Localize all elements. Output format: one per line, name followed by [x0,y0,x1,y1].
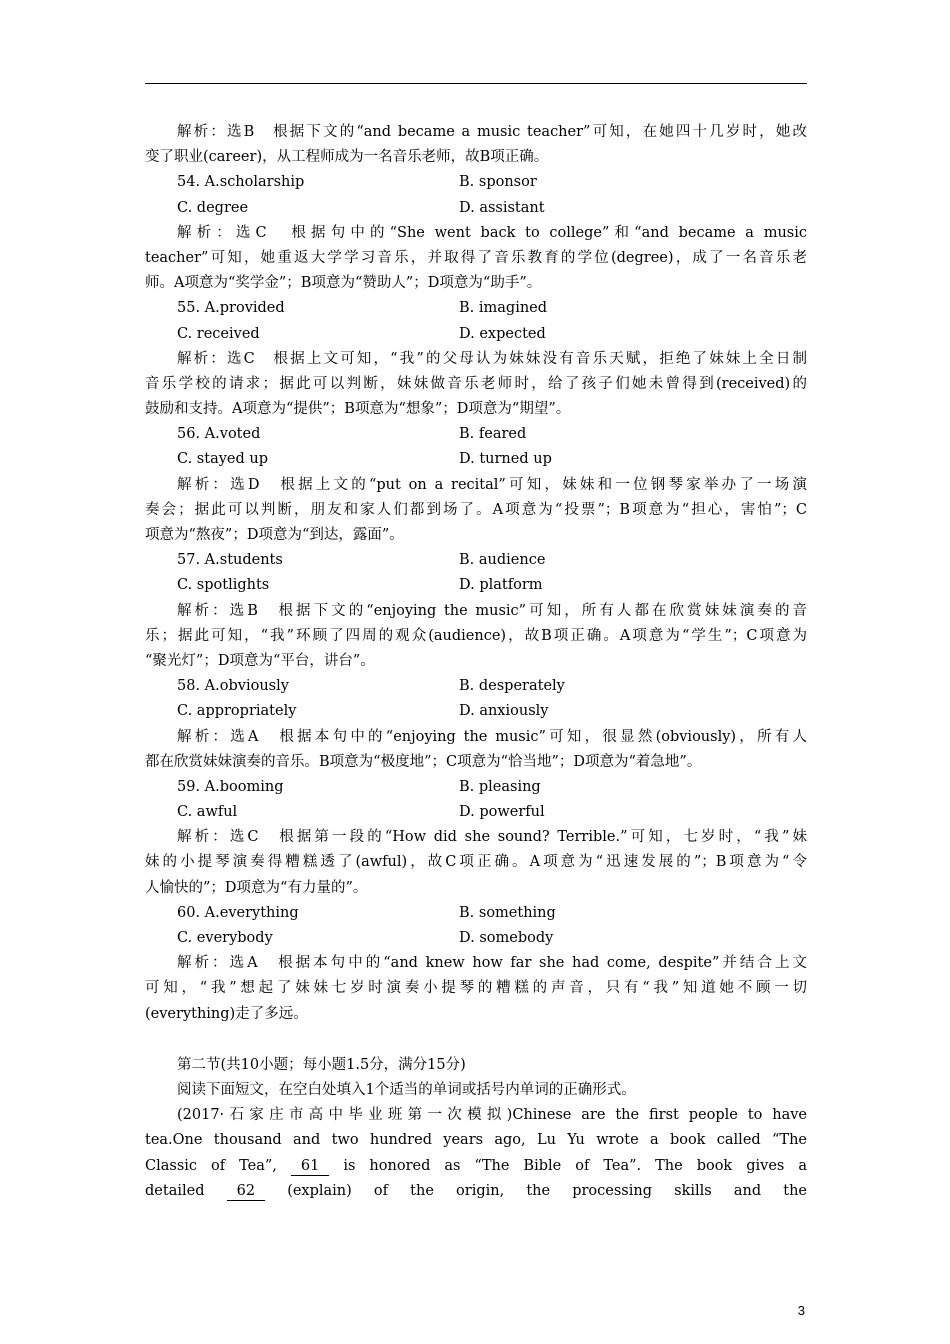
page-number: 3 [797,1303,805,1318]
passage-line [145,1179,807,1204]
option-item: B. feared [459,426,527,443]
options-row [145,901,807,926]
option-item: C. appropriately [177,703,297,720]
options-row [145,674,807,699]
option-item: 60. A.everything [177,904,299,921]
blank-62: 62 [227,1182,265,1201]
explanation-line: 可知，“我”想起了妹妹七岁时演奏小提琴的糟糕的声音，只有“我”知道她不顾一切 [145,980,807,997]
explanation-line-first: 解析：选C 根据第一段的“How did she sound? Terrible.”可知，七岁时，“我”妹 [177,829,807,846]
option-item: C. degree [177,199,249,216]
passage-line [145,1154,807,1179]
explanation-line: 鼓励和支持。A项意为“提供”；B项意为“想象”；D项意为“期望”。 [145,401,571,418]
option-item: C. received [177,325,260,342]
explanation-line-first: 解析：选C 根据上文可知，“我”的父母认为妹妹没有音乐天赋，拒绝了妹妹上全日制 [177,350,807,367]
option-item: D. assistant [459,199,545,216]
option-item: D. powerful [459,804,545,821]
options-row [145,573,807,598]
explanation-line: 音乐学校的请求；据此可以判断，妹妹做音乐老师时，给了孩子们她未曾得到(received)的 [145,375,807,392]
passage-text: is honored as “The Bible of Tea”. The book gives a [329,1157,807,1174]
passage-text: Classic of Tea”, [145,1157,291,1174]
option-item: 58. A.obviously [177,678,289,695]
option-item: C. everybody [177,930,273,946]
explanation-line: (everything)走了多远。 [145,1005,308,1022]
explanation-line: teacher”可知，她重返大学学习音乐，并取得了音乐教育的学位(degree)，成了一名音乐老 [145,249,807,266]
explanation-line-first: 解析：选B 根据下文的“enjoying the music”可知，所有人都在欣赏妹妹演奏的音 [177,602,807,619]
options-row [145,196,807,221]
option-item: B. desperately [459,678,565,695]
option-item: D. somebody [459,930,554,946]
section-heading: 第二节(共10小题；每小题1.5分，满分15分) [177,1056,466,1073]
options-row [145,422,807,447]
option-item: B. sponsor [459,174,537,191]
passage-text: (explain) of the origin, the processing skills and the [265,1182,807,1199]
options-row [145,775,807,800]
explanation-line: 项意为“熬夜”；D项意为“到达，露面”。 [145,527,404,543]
explanation-line: 人愉快的”；D项意为“有力量的”。 [145,879,368,896]
option-item: B. imagined [459,300,548,317]
options-row [145,548,807,573]
option-item: D. expected [459,325,546,342]
section-one-answers [145,120,807,1027]
option-item: 57. A.students [177,552,283,569]
option-item: 56. A.voted [177,426,261,443]
passage-line: tea.One thousand and two hundred years ago, Lu Yu wrote a book called “The [145,1132,807,1149]
option-item: D. anxiously [459,703,549,720]
explanation-line-first: 解析：选C 根据句中的“She went back to college”和“and became a music [177,224,807,241]
explanation-line: 师。A项意为“奖学金”；B项意为“赞助人”；D项意为“助手”。 [145,275,542,292]
option-item: B. something [459,904,556,921]
explanation-line-first: 解析：选A 根据本句中的“enjoying the music”可知，很显然(obviously)，所有人 [177,728,807,745]
option-item: B. audience [459,552,546,569]
section-two [145,1053,807,1204]
options-row [145,296,807,321]
option-item: 54. A.scholarship [177,174,305,191]
option-item: C. spotlights [177,577,270,594]
explanation-line: 妹的小提琴演奏得糟糕透了(awful)，故C项正确。A项意为“迅速发展的”；B项意为“令 [145,854,807,871]
option-item: B. pleasing [459,778,541,795]
options-row [145,800,807,825]
option-item: 55. A.provided [177,300,285,317]
explanation-line-first: 解析：选B 根据下文的“and became a music teacher”可知，在她四十几岁时，她改 [177,124,807,140]
explanation-line: 都在欣赏妹妹演奏的音乐。B项意为“极度地”；C项意为“恰当地”；D项意为“着急地”。 [145,753,702,770]
option-item: D. platform [459,577,543,594]
passage-line: (2017·石家庄市高中毕业班第一次模拟)Chinese are the first people to have [177,1107,807,1124]
options-row [145,170,807,195]
option-item: C. awful [177,804,238,821]
section-instruction: 阅读下面短文，在空白处填入1个适当的单词或括号内单词的正确形式。 [177,1081,636,1098]
explanation-line-first: 解析：选D 根据上文的“put on a recital”可知，妹妹和一位钢琴家举办了一场演 [177,476,807,493]
passage-text: detailed [145,1182,227,1199]
header-rule [145,83,807,84]
explanation-line: “聚光灯”；D项意为“平台，讲台”。 [145,652,375,669]
blank-61: 61 [291,1157,329,1176]
section-gap [145,1027,807,1053]
options-row [145,447,807,472]
options-row [145,322,807,347]
options-row [145,926,807,951]
explanation-line: 奏会；据此可以判断，朋友和家人们都到场了。A项意为“投票”；B项意为“担心，害怕”；C [145,501,807,518]
explanation-line-first: 解析：选A 根据本句中的“and knew how far she had come, despite”并结合上文 [177,955,807,972]
options-row [145,699,807,724]
explanation-line: 变了职业(career)，从工程师成为一名音乐老师，故B项正确。 [145,149,549,166]
option-item: C. stayed up [177,451,268,468]
option-item: D. turned up [459,451,552,468]
explanation-line: 乐；据此可知，“我”环顾了四周的观众(audience)，故B项正确。A项意为“学生”；C项意为 [145,627,807,644]
option-item: 59. A.booming [177,778,284,795]
document-body [145,120,807,1204]
